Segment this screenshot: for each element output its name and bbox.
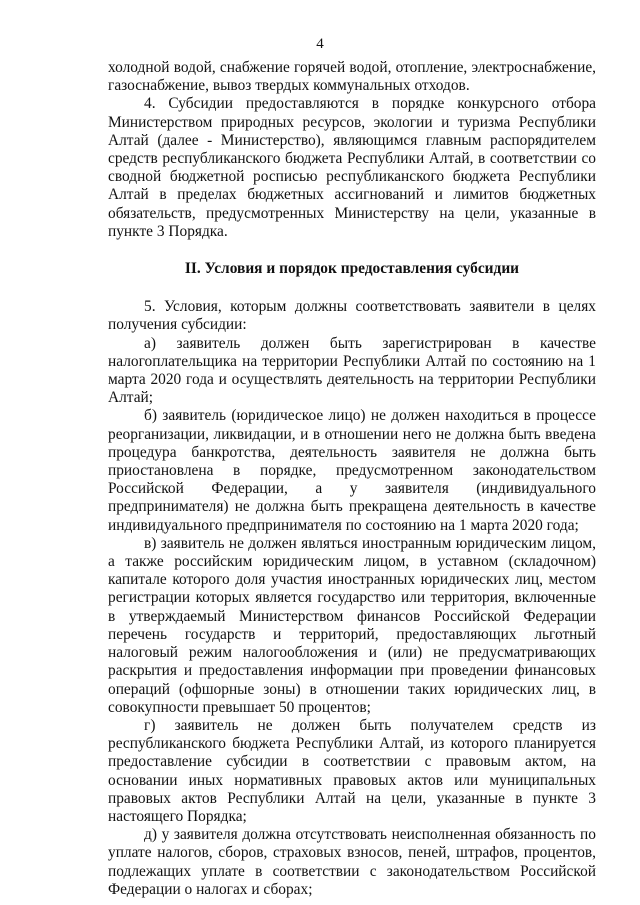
- paragraph-subitem-d: д) у заявителя должна отсутствовать неисполненная обязанность по уплате налогов, сборов, страховых взносов, пеней, штрафов, процентов, подлежащих уплате в соответствии с законодательством Российской Федерации о налогах и сборах;: [108, 826, 596, 898]
- paragraph-item-5: 5. Условия, которым должны соответствовать заявители в целях получения субсидии:: [108, 298, 596, 334]
- paragraph-subitem-v: в) заявитель не должен являться иностранным юридическим лицом, а также российским юридическим лицом, в уставном (складочном) капитале которого доля участия иностранных юридических лиц, местом регистрации которых является государство или территория, включенные в утверждаемый Министерством финансов Российской Федерации перечень государств и территорий, предоставляющих льготный налоговый режим налогообложения и (или) не предусматривающих раскрытия и предоставления информации при проведении финансовых операций (офшорные зоны) в отношении таких юридических лиц, в совокупности превышает 50 процентов;: [108, 534, 596, 716]
- paragraph-subitem-a: а) заявитель должен быть зарегистрирован в качестве налогоплательщика на территории Республики Алтай по состоянию на 1 марта 2020 года и осуществлять деятельность на территории Республики Алтай;: [108, 334, 596, 407]
- page-number: 4: [316, 36, 324, 52]
- section-heading: II. Условия и порядок предоставления субсидии: [184, 260, 520, 278]
- paragraph-subitem-b: б) заявитель (юридическое лицо) не должен находиться в процессе реорганизации, ликвидации, и в отношении него не должна быть введена процедура банкротства, деятельность заявителя не должна быть приостановлена в порядке, предусмотренном законодательством Российской Федерации, а у заявителя (индивидуального предпринимателя) не должна быть прекращена деятельность в качестве индивидуального предпринимателя по состоянию на 1 марта 2020 года;: [108, 407, 596, 534]
- paragraph-continuation: холодной водой, снабжение горячей водой, отопление, электроснабжение, газоснабжение, вывоз твердых коммунальных отходов.: [108, 59, 596, 95]
- paragraph-item-4: 4. Субсидии предоставляются в порядке конкурсного отбора Министерством природных ресурсов, экологии и туризма Республики Алтай (далее - Министерство), являющимся главным распорядителем средств республиканского бюджета Республики Алтай, в соответствии со сводной бюджетной росписью республиканского бюджета Республики Алтай в пределах бюджетных ассигнований и лимитов бюджетных обязательств, предусмотренных Министерству на цели, указанные в пункте 3 Порядка.: [108, 95, 596, 240]
- document-body: [108, 59, 596, 899]
- paragraph-subitem-g: г) заявитель не должен быть получателем средств из республиканского бюджета Республики Алтай, из которого планируется предоставление субсидии в соответствии с правовым актом, на основании иных нормативных правовых актов или муниципальных правовых актов Республики Алтай на цели, указанные в пункте 3 настоящего Порядка;: [108, 716, 596, 825]
